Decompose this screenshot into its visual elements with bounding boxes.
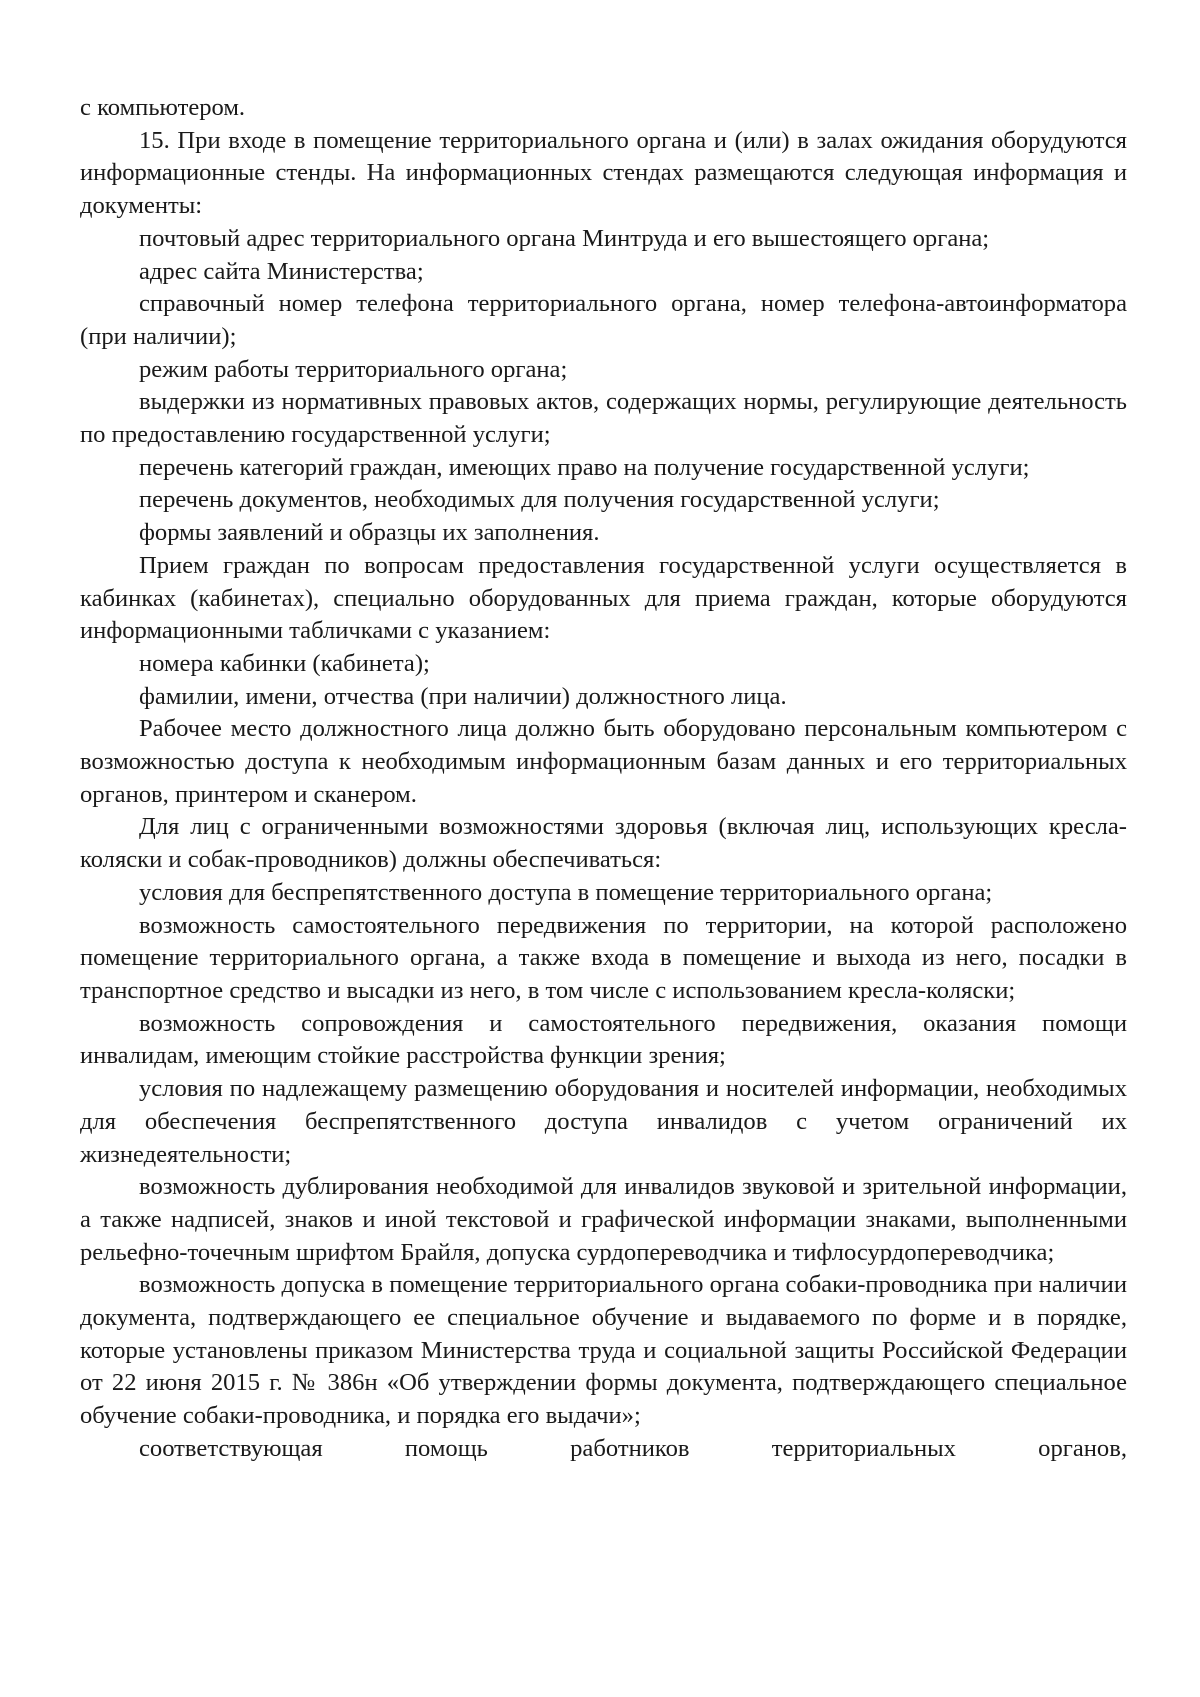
list-item-application-forms: формы заявлений и образцы их заполнения.: [139, 519, 600, 547]
list-item-booth-number: номера кабинки (кабинета);: [139, 649, 430, 677]
list-item-website-address: адрес сайта Министерства;: [139, 257, 424, 285]
list-item-official-name: фамилии, имени, отчества (при наличии) должностного лица.: [139, 682, 787, 710]
paragraph-item-15: 15. При входе в помещение территориального органа и (или) в залах ожидания оборудуются информационные стенды. На информационных стендах размещаются следующая информация и документы:: [80, 126, 1127, 220]
paragraph-workplace: Рабочее место должностного лица должно быть оборудовано персональным компьютером с возможностью доступа к необходимым информационным базам данных и его территориальных органов, принтером и сканером.: [80, 715, 1127, 808]
list-item-independent-movement: возможность самостоятельного передвижения по территории, на которой расположено помещение территориального органа, а также входа в помещение и выхода из него, посадки в транспортное средство и высадки из него, в том числе с использованием кресла-коляски;: [80, 911, 1127, 1004]
list-item-equipment-placement: условия по надлежащему размещению оборудования и носителей информации, необходимых для обеспечения беспрепятственного доступа инвалидов с учетом ограничений их жизнедеятельности;: [80, 1075, 1127, 1168]
paragraph-continuation: с компьютером.: [80, 94, 246, 121]
paragraph-disabilities: Для лиц с ограниченными возможностями здоровья (включая лиц, использующих кресла-коляски и собак-проводников) должны обеспечиваться:: [80, 813, 1127, 874]
document-page: [80, 92, 1127, 1466]
list-item-unobstructed-access: условия для беспрепятственного доступа в помещение территориального органа;: [139, 878, 993, 906]
list-item-guide-dog: возможность допуска в помещение территориального органа собаки-проводника при наличии документа, подтверждающего ее специальное обучение и выдаваемого по форме и в порядке, которые установлены приказом Министерства труда и социальной защиты Российской Федерации от 22 июня 2015 г. № 386н «Об утверждении формы документа, подтверждающего специальное обучение собаки-проводника, и порядка его выдачи»;: [80, 1271, 1127, 1430]
list-item-working-hours: режим работы территориального органа;: [139, 355, 568, 383]
list-item-citizen-categories: перечень категорий граждан, имеющих право на получение государственной услуги;: [139, 453, 1030, 481]
list-item-documents-list: перечень документов, необходимых для получения государственной услуги;: [139, 486, 940, 514]
list-item-phone-number: справочный номер телефона территориального органа, номер телефона-автоинформатора (при наличии);: [80, 290, 1127, 350]
paragraph-reception: Прием граждан по вопросам предоставления государственной услуги осуществляется в кабинках (кабинетах), специально оборудованных для приема граждан, которые оборудуются информационными табличками с указанием:: [80, 551, 1127, 645]
list-item-postal-address: почтовый адрес территориального органа Минтруда и его вышестоящего органа;: [139, 224, 990, 252]
list-item-escort: возможность сопровождения и самостоятельного передвижения, оказания помощи инвалидам, имеющим стойкие расстройства функции зрения;: [80, 1009, 1127, 1070]
list-item-staff-assistance: соответствующая помощь работников территориальных органов,: [139, 1434, 1127, 1462]
list-item-information-duplication: возможность дублирования необходимой для инвалидов звуковой и зрительной информации, а также надписей, знаков и иной текстовой и графической информации знаками, выполненными рельефно-точечным шрифтом Брайля, допуска сурдопереводчика и тифлосурдопереводчика;: [80, 1173, 1127, 1266]
list-item-legal-extracts: выдержки из нормативных правовых актов, содержащих нормы, регулирующие деятельность по предоставлению государственной услуги;: [80, 388, 1127, 449]
